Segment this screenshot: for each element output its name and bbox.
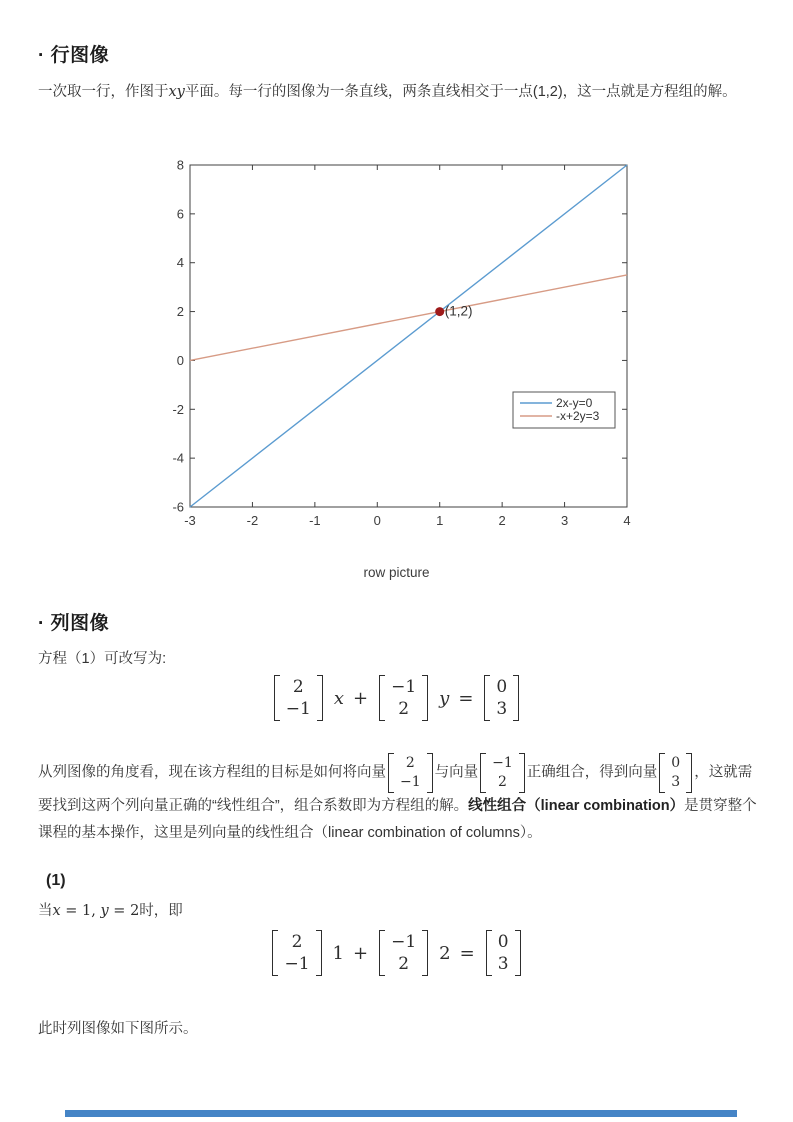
row-picture-chart [150,155,650,533]
plus-sign: + [352,942,369,964]
column-vector: 2 −1 [272,930,321,977]
y-tick-label: 6 [176,206,184,222]
x-tick-label: 0 [373,513,381,528]
next-figure-top-edge [65,1110,737,1117]
x-tick-label: -3 [184,513,196,528]
variable-x: x [333,687,344,709]
closing-paragraph: 此时列图像如下图所示。 [38,1021,198,1037]
y-tick-label: 2 [176,304,184,320]
x-tick-label: -1 [309,513,321,528]
variable-y: y [439,687,450,709]
right-bracket [513,675,519,722]
x-tick-label: -2 [246,513,259,528]
column-vector: 2 −1 [274,675,323,722]
series-line-0 [190,165,627,507]
column-vector: −1 2 [379,675,428,722]
plus-sign: + [352,687,369,709]
right-bracket [422,930,428,977]
equals-sign: = [459,942,475,964]
inline-vector: 2 −1 [388,753,433,793]
paragraph-text: 平面。每一行的图像为一条直线，两条直线相交于一点(1,2)，这一点就是方程组的解。 [184,84,737,100]
y-tick-label: 8 [176,157,184,173]
x-tick-label: 2 [498,513,506,528]
x-tick-label: 3 [560,513,569,528]
legend-label-0: 2x-y=0 [556,396,593,410]
paragraph-text: 一次取一行，作图于 [38,84,169,100]
intersection-point [435,307,444,316]
equals-sign: = [458,687,474,709]
equation-number: (1) [46,872,66,889]
column-picture-paragraph: 从列图像的角度看，现在该方程组的目标是如何将向量 2 −1 与向量 −1 2 正确组合，得到向量 0 3 ，这就需要找到这两个列向量正确的“线性组合”，组合系数即为方程组的解。线性组合（linear combination）是贯穿整个课程的基本操作，这里是列向量的线性组合（linear combination of columns）。 [38,755,757,841]
row-picture-figure [150,155,650,533]
coefficient-1: 1 [332,942,344,964]
column-vector: −1 2 [379,930,428,977]
y-tick-label: 4 [176,255,184,271]
row-picture-heading: · 行图像 [38,45,110,66]
inline-vector: 0 3 [659,753,692,793]
bold-term: 线性组合（linear combination） [468,797,685,814]
legend-label-1: -x+2y=3 [556,409,600,423]
figure-caption: row picture [363,565,430,580]
equation-intro: 方程（1）可改写为: [38,651,167,667]
right-bracket [316,930,322,977]
column-picture-heading: · 列图像 [38,613,110,634]
math-xy: xy [168,84,185,100]
right-bracket [422,675,428,722]
inline-vector: −1 2 [480,753,525,793]
y-tick-label: -6 [172,499,184,515]
x-tick-label: 1 [436,513,444,528]
right-bracket [519,753,525,793]
legend [513,392,615,428]
display-equation-1 [0,672,793,724]
when-paragraph: 当x = 1, y = 2时，即 [38,903,183,919]
right-bracket [317,675,323,722]
right-bracket [686,753,692,793]
y-tick-label: -2 [172,401,184,417]
right-bracket [515,930,521,977]
axes [172,158,630,529]
row-picture-paragraph [38,79,760,106]
display-equation-2 [0,927,793,979]
x-tick-label: 4 [623,513,631,528]
y-tick-label: -4 [172,450,184,466]
column-vector: 0 3 [486,930,521,977]
point-label: (1,2) [444,303,473,319]
right-bracket [427,753,433,793]
column-vector: 0 3 [484,675,519,722]
series-line-1 [190,275,627,361]
y-tick-label: 0 [176,352,184,368]
coefficient-2: 2 [439,942,451,964]
